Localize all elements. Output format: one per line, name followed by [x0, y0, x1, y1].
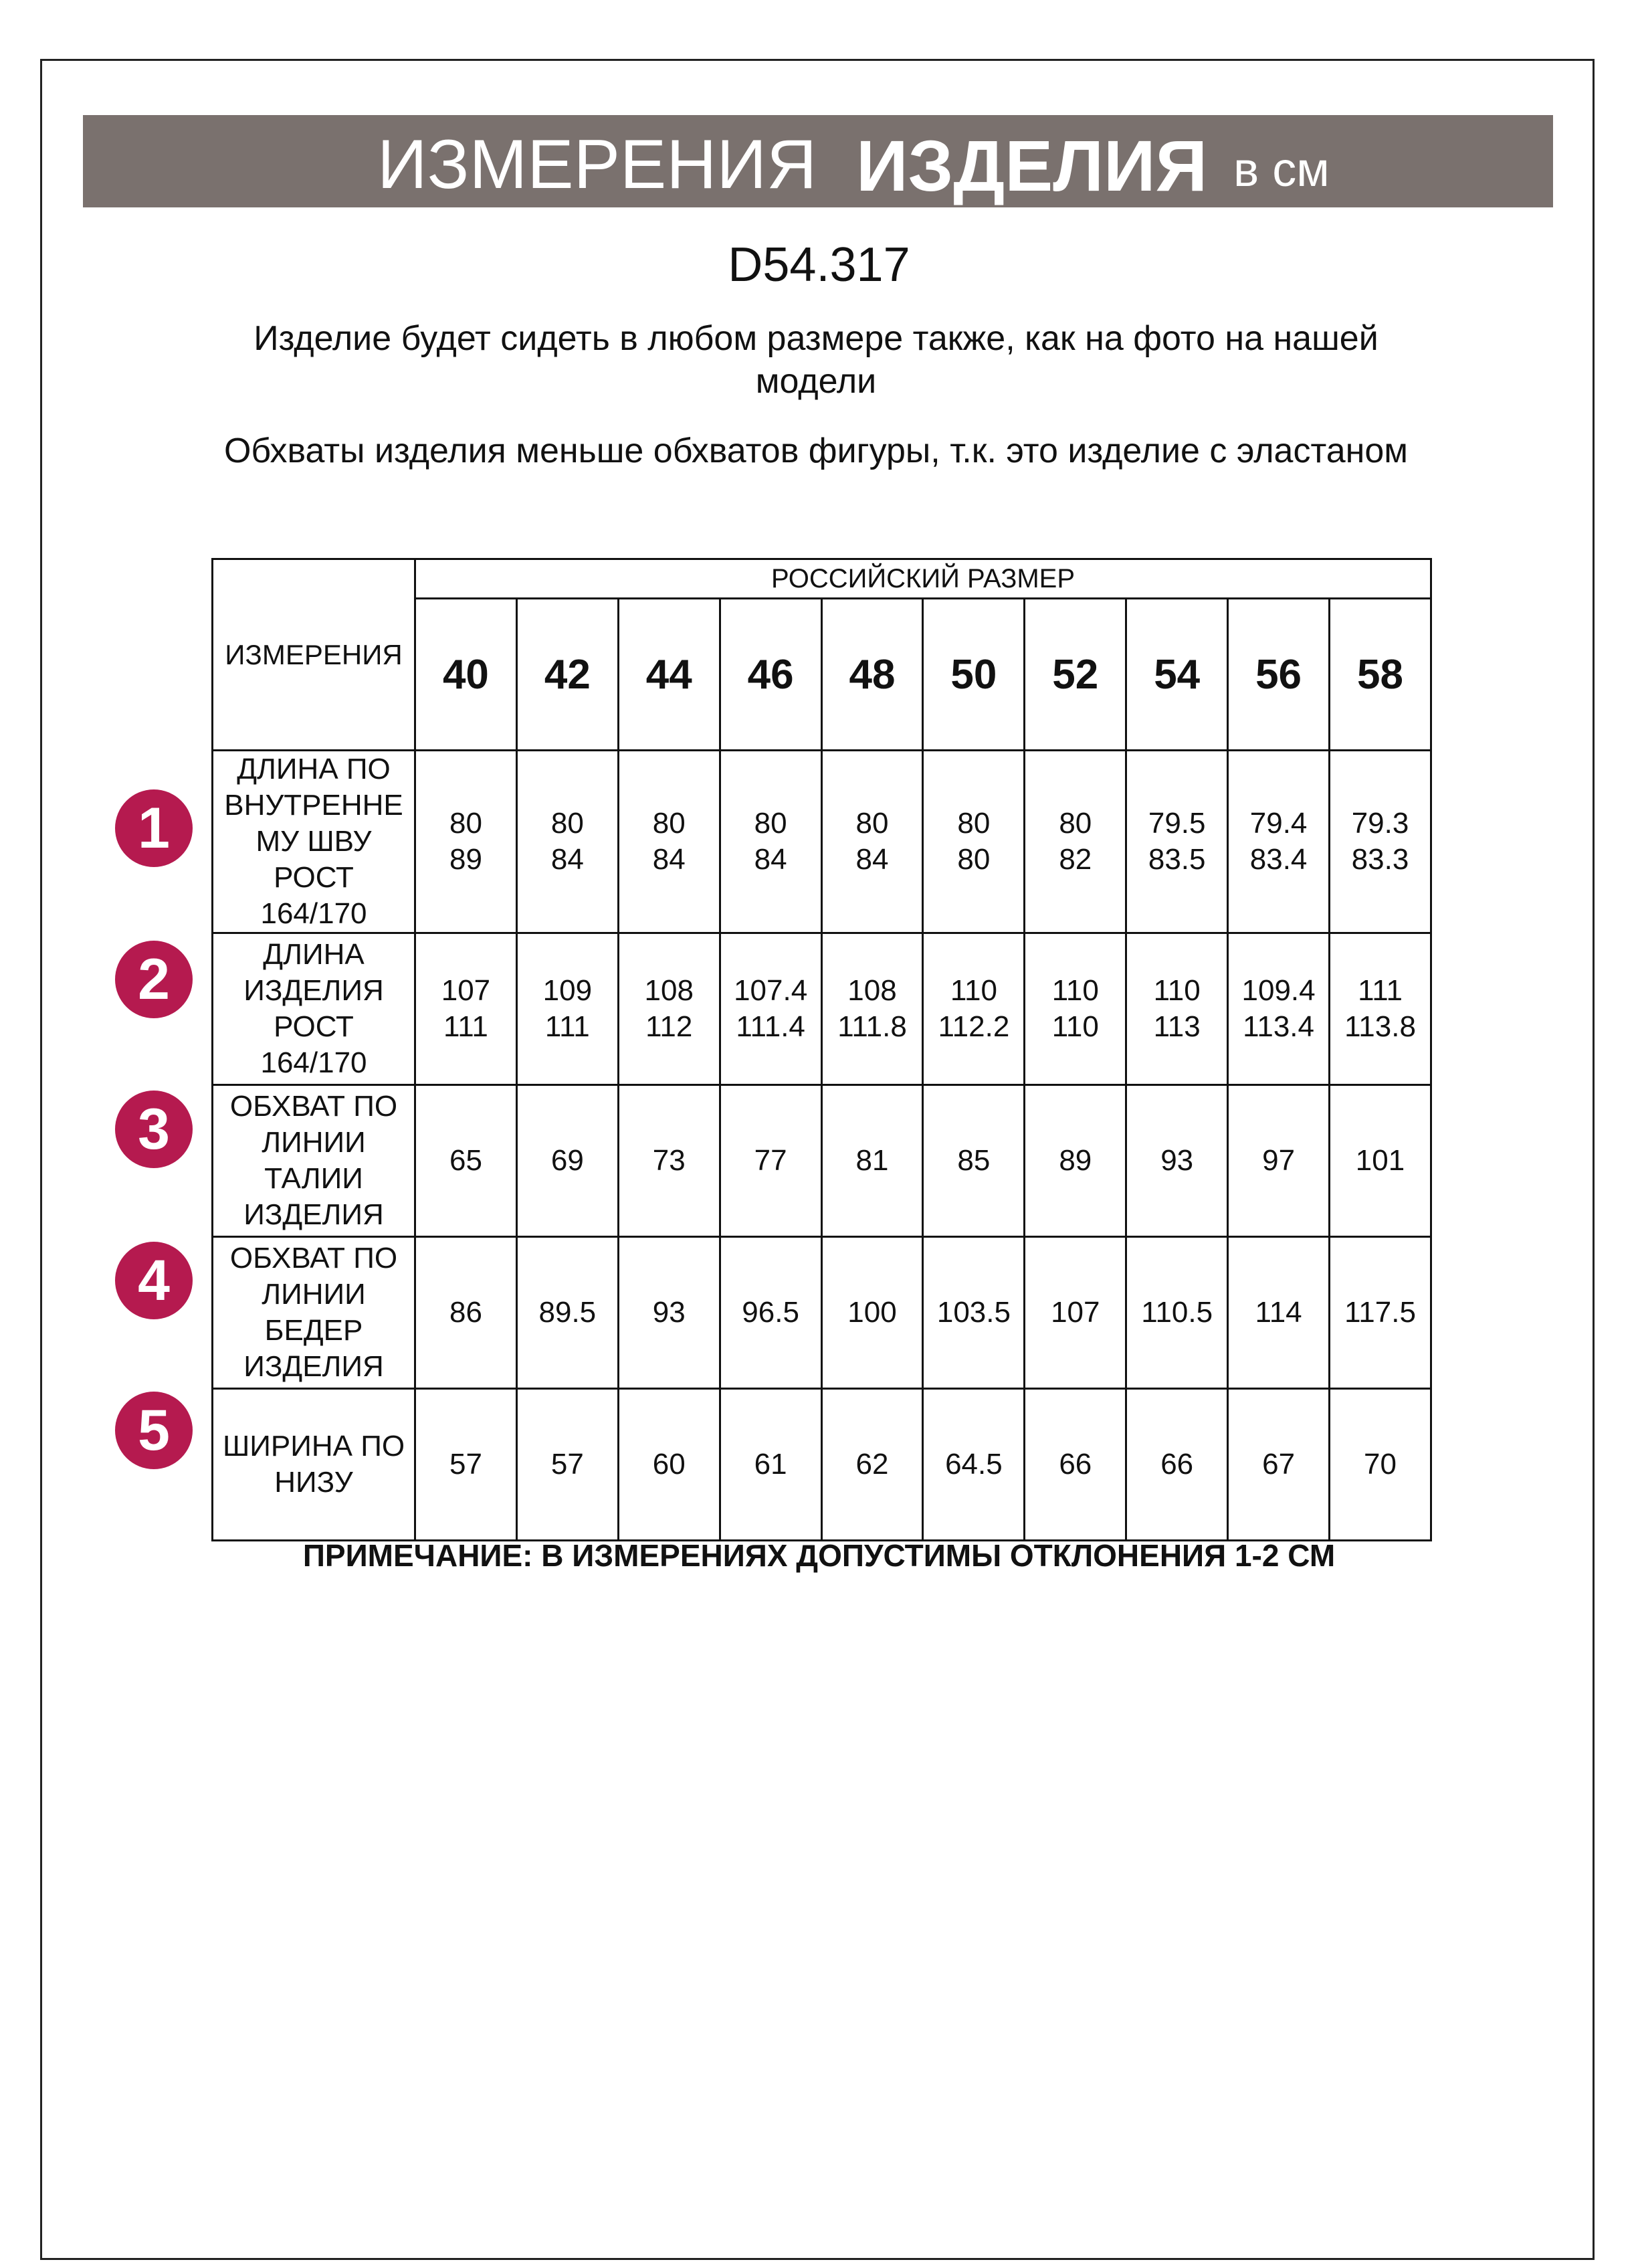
table-cell: 64.5: [923, 1389, 1025, 1541]
table-cell: 96.5: [720, 1237, 821, 1389]
table-cell: 61: [720, 1389, 821, 1541]
row-number-badge: 3: [115, 1091, 193, 1168]
table-cell: 65: [415, 1085, 517, 1237]
table-row: [213, 1389, 1431, 1541]
table-cell: 107.4 111.4: [720, 933, 821, 1085]
table-cell: 69: [516, 1085, 618, 1237]
table-cell: 66: [1025, 1389, 1126, 1541]
table-cell: 97: [1228, 1085, 1330, 1237]
size-header-56: 56: [1228, 599, 1330, 751]
table-cell: 70: [1330, 1389, 1431, 1541]
table-row: [213, 751, 1431, 933]
table-cell: 117.5: [1330, 1237, 1431, 1389]
row-label: ОБХВАТ ПО ЛИНИИ БЕДЕР ИЗДЕЛИЯ: [213, 1237, 415, 1389]
table-cell: 107 111: [415, 933, 517, 1085]
banner-word-measurements: ИЗМЕРЕНИЯ: [377, 126, 817, 203]
table-row: [213, 1085, 1431, 1237]
size-header-44: 44: [618, 599, 720, 751]
tolerance-footnote: ПРИМЕЧАНИЕ: В ИЗМЕРЕНИЯХ ДОПУСТИМЫ ОТКЛОНЕНИЯ 1-2 СМ: [302, 1538, 1336, 1573]
row-number-badge: 5: [115, 1392, 193, 1469]
table-cell: 107: [1025, 1237, 1126, 1389]
table-cell: 77: [720, 1085, 821, 1237]
size-header-42: 42: [516, 599, 618, 751]
size-header-40: 40: [415, 599, 517, 751]
table-cell: 111 113.8: [1330, 933, 1431, 1085]
table-cell: 79.3 83.3: [1330, 751, 1431, 933]
table-cell: 79.5 83.5: [1126, 751, 1228, 933]
table-cell: 60: [618, 1389, 720, 1541]
size-chart-table: [211, 558, 1432, 1541]
table-cell: 110 112.2: [923, 933, 1025, 1085]
table-cell: 62: [821, 1389, 923, 1541]
size-header-48: 48: [821, 599, 923, 751]
table-cell: 110 110: [1025, 933, 1126, 1085]
row-number-badge: 4: [115, 1242, 193, 1319]
table-cell: 73: [618, 1085, 720, 1237]
table-cell: 80 82: [1025, 751, 1126, 933]
table-cell: 80 84: [821, 751, 923, 933]
size-header-52: 52: [1025, 599, 1126, 751]
table-cell: 110 113: [1126, 933, 1228, 1085]
table-cell: 57: [415, 1389, 517, 1541]
table-cell: 103.5: [923, 1237, 1025, 1389]
row-label: ДЛИНА ПО ВНУТРЕННЕ МУ ШВУ РОСТ 164/170: [213, 751, 415, 933]
table-cell: 100: [821, 1237, 923, 1389]
banner-word-product: ИЗДЕЛИЯ: [856, 125, 1208, 206]
row-label: ШИРИНА ПО НИЗУ: [213, 1389, 415, 1541]
size-group-header: РОССИЙСКИЙ РАЗМЕР: [415, 559, 1431, 599]
table-cell: 108 112: [618, 933, 720, 1085]
row-number-badge: 1: [115, 789, 193, 867]
table-cell: 109 111: [516, 933, 618, 1085]
table-cell: 80 80: [923, 751, 1025, 933]
table-cell: 79.4 83.4: [1228, 751, 1330, 933]
table-cell: 93: [1126, 1085, 1228, 1237]
table-cell: 93: [618, 1237, 720, 1389]
row-label: ОБХВАТ ПО ЛИНИИ ТАЛИИ ИЗДЕЛИЯ: [213, 1085, 415, 1237]
size-header-58: 58: [1330, 599, 1431, 751]
size-header-50: 50: [923, 599, 1025, 751]
table-cell: 57: [516, 1389, 618, 1541]
table-cell: 85: [923, 1085, 1025, 1237]
elastane-note: Обхваты изделия меньше обхватов фигуры, т.к. это изделие с эластаном: [223, 432, 1409, 470]
table-row: [213, 933, 1431, 1085]
table-row: [213, 1237, 1431, 1389]
table-cell: 80 84: [618, 751, 720, 933]
table-cell: 81: [821, 1085, 923, 1237]
size-header-54: 54: [1126, 599, 1228, 751]
table-cell: 89: [1025, 1085, 1126, 1237]
table-cell: 89.5: [516, 1237, 618, 1389]
row-number-badge: 2: [115, 941, 193, 1018]
product-code: D54.317: [728, 238, 910, 292]
table-cell: 110.5: [1126, 1237, 1228, 1389]
table-cell: 80 84: [516, 751, 618, 933]
table-cell: 114: [1228, 1237, 1330, 1389]
banner-unit: в см: [1233, 143, 1330, 197]
table-cell: 109.4 113.4: [1228, 933, 1330, 1085]
table-cell: 108 111.8: [821, 933, 923, 1085]
table-cell: 101: [1330, 1085, 1431, 1237]
table-cell: 80 84: [720, 751, 821, 933]
measurements-header: ИЗМЕРЕНИЯ: [213, 559, 415, 751]
table-cell: 66: [1126, 1389, 1228, 1541]
table-cell: 80 89: [415, 751, 517, 933]
row-label: ДЛИНА ИЗДЕЛИЯ РОСТ 164/170: [213, 933, 415, 1085]
size-header-46: 46: [720, 599, 821, 751]
table-cell: 67: [1228, 1389, 1330, 1541]
table-cell: 86: [415, 1237, 517, 1389]
title-banner: [83, 115, 1553, 207]
fit-note: Изделие будет сидеть в любом размере также, как на фото на нашей модели: [253, 319, 1378, 401]
